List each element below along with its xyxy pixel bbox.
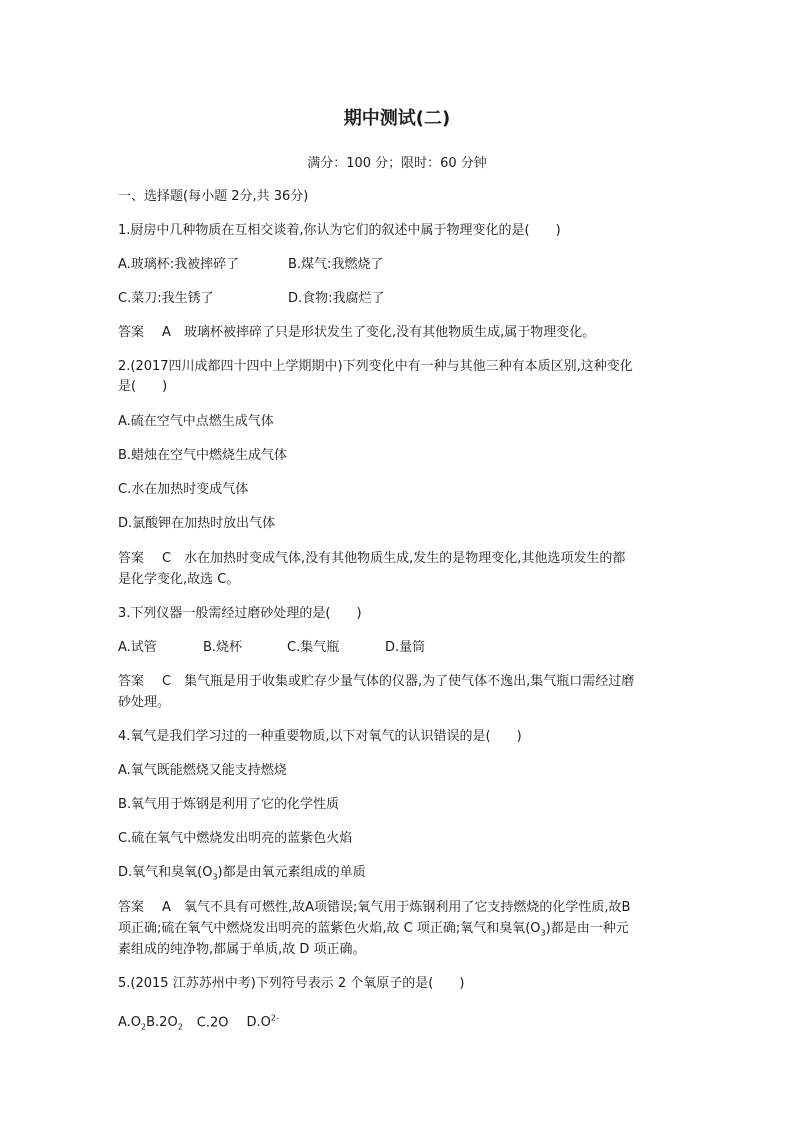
q4-option-c: C.硫在氧气中燃烧发出明亮的蓝紫色火焰 [118, 831, 353, 846]
q4-answer-letter: A [162, 900, 171, 915]
question-3-stem: 3.下列仪器一般需经过磨砂处理的是( ) [118, 606, 362, 621]
q2-answer-label: 答案 [118, 551, 145, 566]
q4-answer-line3: 素组成的纯净物,都属于单质,故 D 项正确。 [118, 942, 366, 957]
q2-option-d: D.氯酸钾在加热时放出气体 [118, 516, 276, 531]
q4-answer-label: 答案 [118, 900, 145, 915]
exam-meta: 满分：100 分；限时：60 分钟 [307, 156, 487, 171]
q2-answer-line1: 水在加热时变成气体,没有其他物质生成,发生的是物理变化,其他选项发生的都 [184, 551, 626, 566]
question-1-stem: 1.厨房中几种物质在互相交谈着,你认为它们的叙述中属于物理变化的是( ) [118, 223, 561, 238]
q3-answer-line1: 集气瓶是用于收集或贮存少量气体的仪器,为了使气体不逸出,集气瓶口需经过磨 [184, 674, 635, 689]
q4-option-d: D.氧气和臭氧$(O_3)$都是由氧元素组成的单质 [118, 865, 366, 882]
q1-option-d: D.食物:我腐烂了 [288, 291, 385, 306]
q2-answer-line2: 是化学变化,故选 C。 [118, 572, 240, 587]
q5-options [118, 1010, 279, 1036]
q1-answer-letter: A [162, 325, 171, 340]
question-4-stem: 4.氧气是我们学习过的一种重要物质,以下对氧气的认识错误的是( ) [118, 729, 522, 744]
question-5-stem: 5.(2015 江苏苏州中考)下列符号表示 2 个氧原子的是( ) [118, 976, 465, 991]
q2-option-b: B.蜡烛在空气中燃烧生成气体 [118, 448, 288, 463]
q2-option-c: C.水在加热时变成气体 [118, 482, 249, 497]
q4-answer-line1: 氧气不具有可燃性,故A项错误;氧气用于炼钢利用了它支持燃烧的化学性质,故B [184, 900, 631, 915]
q1-answer-text: 玻璃杯被摔碎了只是形状发生了变化,没有其他物质生成,属于物理变化。 [184, 325, 596, 340]
q5-option-a: $A.O_2$ [118, 1015, 147, 1032]
q5-option-c: C.2O [196, 1015, 229, 1031]
page-title: 期中测试(二) [343, 108, 451, 129]
q2-option-a: A.硫在空气中点燃生成气体 [118, 414, 274, 429]
q5-option-d: $D.O^{2-}$ [246, 1014, 279, 1031]
q1-option-c: C.菜刀:我生锈了 [118, 291, 214, 306]
q1-answer-label: 答案 [118, 325, 145, 340]
q3-answer-label: 答案 [118, 674, 145, 689]
q3-answer-line2: 砂处理。 [118, 695, 171, 710]
section-heading: 一、选择题(每小题 2分,共 36分) [118, 189, 309, 204]
q3-option-c: C.集气瓶 [287, 640, 340, 655]
q4-option-a: A.氧气既能燃烧又能支持燃烧 [118, 763, 287, 778]
question-2-stem-line2: 是( ) [118, 379, 168, 394]
q3-answer-letter: C [162, 674, 172, 689]
q4-option-b: B.氧气用于炼钢是利用了它的化学性质 [118, 797, 340, 812]
q2-answer-letter: C [162, 551, 172, 566]
question-2-stem-line1: 2.(2017四川成都四十四中上学期期中)下列变化中有一种与其他三种有本质区别,这种变化 [118, 359, 633, 374]
q5-option-b: $B.2O_2$ [146, 1015, 183, 1032]
q4-answer-line2: 项正确;硫在氧气中燃烧发出明亮的蓝紫色火焰,故 C 项正确;氧气和臭氧$(O_3)$都是由一种元 [118, 921, 629, 938]
q1-option-a: A.玻璃杯:我被摔碎了 [118, 257, 240, 272]
q3-option-b: B.烧杯 [203, 640, 243, 655]
q3-option-d: D.量筒 [385, 640, 426, 655]
q3-option-a: A.试管 [118, 640, 157, 655]
q1-option-b: B.煤气:我燃烧了 [288, 257, 384, 272]
